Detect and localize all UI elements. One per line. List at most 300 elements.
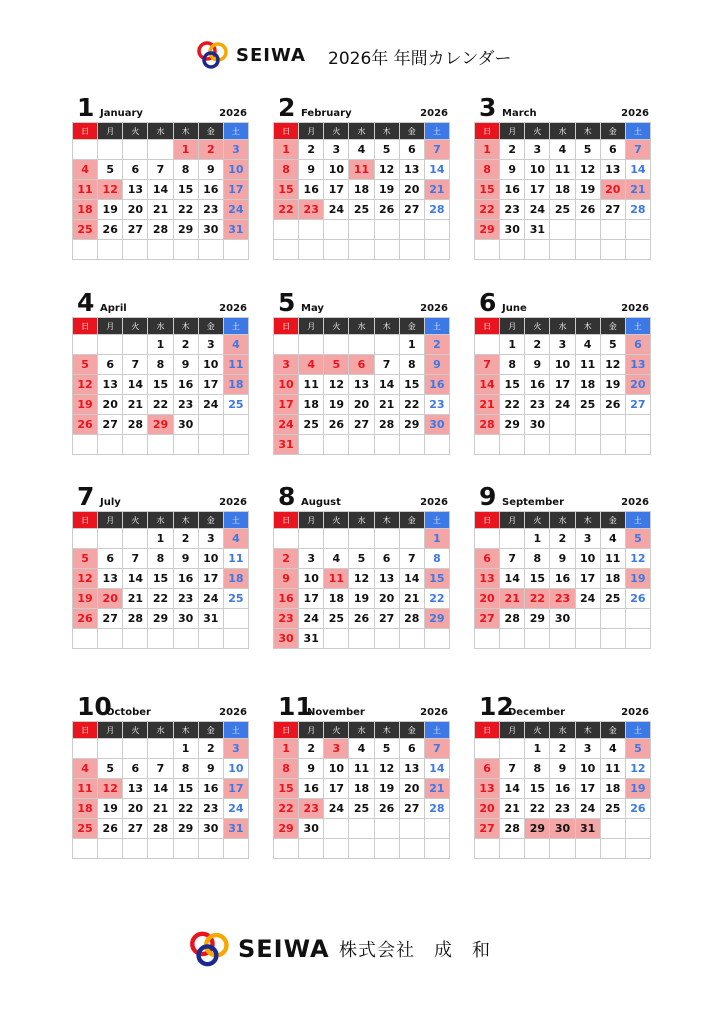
empty-cell bbox=[399, 819, 424, 839]
month-name: November bbox=[307, 707, 365, 718]
month-name: February bbox=[301, 108, 352, 119]
empty-cell bbox=[123, 335, 148, 355]
day-cell: 13 bbox=[600, 160, 625, 180]
day-cell: 6 bbox=[399, 140, 424, 160]
day-cell: 8 bbox=[148, 549, 173, 569]
day-cell: 19 bbox=[625, 779, 650, 799]
day-cell: 9 bbox=[525, 355, 550, 375]
month-header bbox=[72, 283, 249, 317]
weekday-label: 土 bbox=[424, 512, 449, 529]
empty-cell bbox=[374, 240, 399, 260]
day-cell: 2 bbox=[500, 140, 525, 160]
empty-cell bbox=[500, 629, 525, 649]
week-row bbox=[274, 240, 450, 260]
weekday-label: 土 bbox=[223, 123, 248, 140]
day-cell: 2 bbox=[525, 335, 550, 355]
month-september bbox=[474, 477, 651, 649]
day-cell: 9 bbox=[173, 549, 198, 569]
weekday-label: 水 bbox=[349, 722, 374, 739]
day-cell: 3 bbox=[198, 529, 223, 549]
month-header bbox=[474, 283, 651, 317]
week-row bbox=[475, 200, 651, 220]
weekday-label: 土 bbox=[424, 318, 449, 335]
month-name: August bbox=[301, 497, 341, 508]
day-cell: 20 bbox=[123, 200, 148, 220]
day-cell: 14 bbox=[475, 375, 500, 395]
week-row bbox=[475, 759, 651, 779]
weekday-header-row bbox=[73, 512, 249, 529]
day-cell: 6 bbox=[625, 335, 650, 355]
month-may bbox=[273, 283, 450, 455]
day-cell: 28 bbox=[123, 415, 148, 435]
week-row bbox=[274, 819, 450, 839]
month-year: 2026 bbox=[621, 108, 649, 119]
day-cell: 13 bbox=[98, 375, 123, 395]
day-cell: 7 bbox=[500, 549, 525, 569]
empty-cell bbox=[625, 839, 650, 859]
week-row bbox=[274, 589, 450, 609]
company-name: 株式会社 成 和 bbox=[339, 940, 491, 961]
day-cell: 17 bbox=[575, 779, 600, 799]
day-cell: 17 bbox=[274, 395, 299, 415]
day-cell: 6 bbox=[475, 759, 500, 779]
empty-cell bbox=[550, 839, 575, 859]
day-cell: 27 bbox=[399, 200, 424, 220]
empty-cell bbox=[475, 435, 500, 455]
day-cell: 28 bbox=[500, 609, 525, 629]
seiwa-rings-icon bbox=[196, 40, 230, 70]
week-row bbox=[274, 629, 450, 649]
month-grid bbox=[72, 721, 249, 859]
day-cell: 17 bbox=[324, 180, 349, 200]
day-cell: 8 bbox=[475, 160, 500, 180]
empty-cell bbox=[550, 629, 575, 649]
day-cell: 6 bbox=[475, 549, 500, 569]
day-cell: 4 bbox=[223, 529, 248, 549]
day-cell: 17 bbox=[575, 569, 600, 589]
month-number: 10 bbox=[77, 692, 112, 721]
day-cell: 27 bbox=[475, 609, 500, 629]
empty-cell bbox=[98, 240, 123, 260]
empty-cell bbox=[424, 629, 449, 649]
day-cell: 31 bbox=[575, 819, 600, 839]
week-row bbox=[274, 549, 450, 569]
day-cell: 22 bbox=[173, 200, 198, 220]
month-number: 11 bbox=[278, 692, 313, 721]
day-cell: 26 bbox=[625, 799, 650, 819]
month-number: 9 bbox=[479, 482, 497, 511]
empty-cell bbox=[625, 609, 650, 629]
day-cell: 22 bbox=[274, 799, 299, 819]
empty-cell bbox=[324, 335, 349, 355]
day-cell: 25 bbox=[575, 395, 600, 415]
day-cell: 26 bbox=[73, 415, 98, 435]
week-row bbox=[475, 739, 651, 759]
empty-cell bbox=[600, 819, 625, 839]
week-row bbox=[475, 415, 651, 435]
empty-cell bbox=[223, 839, 248, 859]
day-cell: 2 bbox=[274, 549, 299, 569]
day-cell: 23 bbox=[299, 200, 324, 220]
empty-cell bbox=[198, 240, 223, 260]
day-cell: 19 bbox=[374, 779, 399, 799]
day-cell: 16 bbox=[550, 779, 575, 799]
day-cell: 4 bbox=[223, 335, 248, 355]
month-name: October bbox=[106, 707, 151, 718]
week-row bbox=[73, 355, 249, 375]
empty-cell bbox=[299, 529, 324, 549]
weekday-label: 木 bbox=[575, 318, 600, 335]
day-cell: 8 bbox=[173, 759, 198, 779]
day-cell: 13 bbox=[349, 375, 374, 395]
day-cell: 4 bbox=[349, 140, 374, 160]
day-cell: 19 bbox=[625, 569, 650, 589]
empty-cell bbox=[550, 240, 575, 260]
day-cell: 22 bbox=[274, 200, 299, 220]
month-year: 2026 bbox=[219, 707, 247, 718]
week-row bbox=[475, 395, 651, 415]
week-row bbox=[475, 549, 651, 569]
day-cell: 28 bbox=[374, 415, 399, 435]
week-row bbox=[73, 220, 249, 240]
day-cell: 26 bbox=[73, 609, 98, 629]
day-cell: 25 bbox=[223, 395, 248, 415]
day-cell: 14 bbox=[148, 779, 173, 799]
weekday-label: 木 bbox=[374, 512, 399, 529]
month-number: 8 bbox=[278, 482, 296, 511]
day-cell: 29 bbox=[173, 819, 198, 839]
day-cell: 11 bbox=[600, 759, 625, 779]
day-cell: 10 bbox=[299, 569, 324, 589]
day-cell: 21 bbox=[424, 779, 449, 799]
day-cell: 17 bbox=[198, 569, 223, 589]
day-cell: 19 bbox=[349, 589, 374, 609]
day-cell: 17 bbox=[324, 779, 349, 799]
day-cell: 11 bbox=[223, 355, 248, 375]
empty-cell bbox=[349, 435, 374, 455]
day-cell: 21 bbox=[148, 200, 173, 220]
month-year: 2026 bbox=[621, 707, 649, 718]
month-number: 5 bbox=[278, 288, 296, 317]
day-cell: 15 bbox=[475, 180, 500, 200]
weekday-label: 火 bbox=[525, 123, 550, 140]
empty-cell bbox=[374, 335, 399, 355]
empty-cell bbox=[349, 220, 374, 240]
day-cell: 27 bbox=[123, 819, 148, 839]
day-cell: 26 bbox=[575, 200, 600, 220]
seiwa-logo bbox=[196, 40, 306, 70]
weekday-label: 日 bbox=[274, 123, 299, 140]
day-cell: 29 bbox=[173, 220, 198, 240]
day-cell: 16 bbox=[299, 779, 324, 799]
day-cell: 11 bbox=[575, 355, 600, 375]
day-cell: 16 bbox=[173, 569, 198, 589]
month-number: 1 bbox=[77, 93, 95, 122]
month-header bbox=[273, 687, 450, 721]
day-cell: 15 bbox=[274, 180, 299, 200]
day-cell: 18 bbox=[600, 569, 625, 589]
day-cell: 20 bbox=[399, 779, 424, 799]
day-cell: 18 bbox=[223, 375, 248, 395]
day-cell: 23 bbox=[424, 395, 449, 415]
empty-cell bbox=[399, 220, 424, 240]
week-row bbox=[73, 240, 249, 260]
empty-cell bbox=[374, 839, 399, 859]
empty-cell bbox=[349, 819, 374, 839]
day-cell: 9 bbox=[550, 759, 575, 779]
day-cell: 14 bbox=[424, 160, 449, 180]
day-cell: 30 bbox=[274, 629, 299, 649]
day-cell: 17 bbox=[223, 779, 248, 799]
week-row bbox=[475, 609, 651, 629]
day-cell: 26 bbox=[600, 395, 625, 415]
month-april bbox=[72, 283, 249, 455]
day-cell: 25 bbox=[600, 799, 625, 819]
day-cell: 1 bbox=[525, 739, 550, 759]
day-cell: 15 bbox=[173, 180, 198, 200]
month-march bbox=[474, 88, 651, 260]
empty-cell bbox=[123, 529, 148, 549]
week-row bbox=[475, 529, 651, 549]
day-cell: 27 bbox=[374, 609, 399, 629]
week-row bbox=[274, 160, 450, 180]
empty-cell bbox=[424, 240, 449, 260]
empty-cell bbox=[98, 629, 123, 649]
day-cell: 22 bbox=[399, 395, 424, 415]
empty-cell bbox=[625, 240, 650, 260]
week-row bbox=[274, 200, 450, 220]
day-cell: 1 bbox=[274, 739, 299, 759]
day-cell: 10 bbox=[324, 759, 349, 779]
day-cell: 5 bbox=[575, 140, 600, 160]
empty-cell bbox=[625, 435, 650, 455]
weekday-label: 火 bbox=[324, 512, 349, 529]
day-cell: 10 bbox=[198, 549, 223, 569]
day-cell: 12 bbox=[349, 569, 374, 589]
empty-cell bbox=[123, 435, 148, 455]
day-cell: 28 bbox=[424, 799, 449, 819]
weekday-label: 日 bbox=[274, 722, 299, 739]
empty-cell bbox=[500, 240, 525, 260]
week-row bbox=[274, 435, 450, 455]
empty-cell bbox=[500, 435, 525, 455]
day-cell: 25 bbox=[600, 589, 625, 609]
empty-cell bbox=[525, 839, 550, 859]
weekday-header-row bbox=[274, 318, 450, 335]
empty-cell bbox=[575, 629, 600, 649]
logo-text: SEIWA bbox=[236, 44, 306, 66]
month-header bbox=[72, 88, 249, 122]
day-cell: 9 bbox=[198, 759, 223, 779]
empty-cell bbox=[424, 220, 449, 240]
month-header bbox=[72, 687, 249, 721]
day-cell: 29 bbox=[148, 609, 173, 629]
day-cell: 30 bbox=[550, 819, 575, 839]
week-row bbox=[274, 415, 450, 435]
month-grid bbox=[273, 122, 450, 260]
empty-cell bbox=[600, 220, 625, 240]
day-cell: 21 bbox=[123, 395, 148, 415]
month-header bbox=[273, 88, 450, 122]
weekday-label: 金 bbox=[399, 722, 424, 739]
week-row bbox=[475, 629, 651, 649]
day-cell: 23 bbox=[198, 799, 223, 819]
day-cell: 11 bbox=[600, 549, 625, 569]
week-row bbox=[274, 220, 450, 240]
footer-seiwa-logo bbox=[188, 930, 330, 968]
empty-cell bbox=[148, 140, 173, 160]
day-cell: 5 bbox=[374, 739, 399, 759]
day-cell: 28 bbox=[475, 415, 500, 435]
month-header bbox=[273, 283, 450, 317]
month-july bbox=[72, 477, 249, 649]
day-cell: 31 bbox=[299, 629, 324, 649]
weekday-label: 火 bbox=[123, 722, 148, 739]
day-cell: 2 bbox=[424, 335, 449, 355]
empty-cell bbox=[123, 140, 148, 160]
day-cell: 27 bbox=[98, 609, 123, 629]
day-cell: 19 bbox=[374, 180, 399, 200]
weekday-label: 月 bbox=[98, 123, 123, 140]
day-cell: 5 bbox=[324, 355, 349, 375]
day-cell: 6 bbox=[98, 549, 123, 569]
month-grid bbox=[474, 317, 651, 455]
day-cell: 16 bbox=[424, 375, 449, 395]
day-cell: 30 bbox=[424, 415, 449, 435]
day-cell: 23 bbox=[274, 609, 299, 629]
month-year: 2026 bbox=[420, 497, 448, 508]
weekday-header-row bbox=[274, 722, 450, 739]
day-cell: 9 bbox=[173, 355, 198, 375]
month-number: 3 bbox=[479, 93, 497, 122]
day-cell: 14 bbox=[123, 569, 148, 589]
empty-cell bbox=[223, 609, 248, 629]
day-cell: 20 bbox=[399, 180, 424, 200]
day-cell: 3 bbox=[525, 140, 550, 160]
empty-cell bbox=[575, 609, 600, 629]
day-cell: 18 bbox=[324, 589, 349, 609]
day-cell: 20 bbox=[475, 589, 500, 609]
day-cell: 5 bbox=[98, 759, 123, 779]
month-number: 4 bbox=[77, 288, 95, 317]
empty-cell bbox=[500, 529, 525, 549]
day-cell: 31 bbox=[274, 435, 299, 455]
week-row bbox=[73, 739, 249, 759]
empty-cell bbox=[324, 435, 349, 455]
empty-cell bbox=[299, 839, 324, 859]
day-cell: 24 bbox=[198, 395, 223, 415]
day-cell: 7 bbox=[374, 355, 399, 375]
weekday-label: 金 bbox=[198, 722, 223, 739]
day-cell: 2 bbox=[198, 140, 223, 160]
day-cell: 24 bbox=[223, 200, 248, 220]
empty-cell bbox=[475, 739, 500, 759]
empty-cell bbox=[349, 335, 374, 355]
month-year: 2026 bbox=[219, 303, 247, 314]
day-cell: 1 bbox=[173, 739, 198, 759]
day-cell: 25 bbox=[349, 200, 374, 220]
weekday-label: 月 bbox=[299, 318, 324, 335]
week-row bbox=[475, 569, 651, 589]
day-cell: 25 bbox=[324, 609, 349, 629]
day-cell: 18 bbox=[550, 180, 575, 200]
day-cell: 7 bbox=[475, 355, 500, 375]
day-cell: 24 bbox=[575, 799, 600, 819]
day-cell: 14 bbox=[625, 160, 650, 180]
day-cell: 3 bbox=[575, 739, 600, 759]
month-grid bbox=[273, 511, 450, 649]
day-cell: 7 bbox=[148, 160, 173, 180]
empty-cell bbox=[575, 415, 600, 435]
day-cell: 8 bbox=[274, 160, 299, 180]
day-cell: 4 bbox=[299, 355, 324, 375]
weekday-header-row bbox=[73, 318, 249, 335]
month-grid bbox=[474, 721, 651, 859]
empty-cell bbox=[198, 435, 223, 455]
day-cell: 20 bbox=[123, 799, 148, 819]
week-row bbox=[73, 415, 249, 435]
month-number: 2 bbox=[278, 93, 296, 122]
week-row bbox=[274, 839, 450, 859]
week-row bbox=[274, 529, 450, 549]
day-cell: 7 bbox=[500, 759, 525, 779]
month-june bbox=[474, 283, 651, 455]
month-february bbox=[273, 88, 450, 260]
empty-cell bbox=[399, 629, 424, 649]
weekday-label: 日 bbox=[475, 123, 500, 140]
weekday-label: 金 bbox=[600, 123, 625, 140]
empty-cell bbox=[73, 335, 98, 355]
day-cell: 23 bbox=[525, 395, 550, 415]
empty-cell bbox=[198, 415, 223, 435]
month-name: July bbox=[100, 497, 121, 508]
day-cell: 29 bbox=[274, 819, 299, 839]
day-cell: 12 bbox=[575, 160, 600, 180]
day-cell: 29 bbox=[500, 415, 525, 435]
empty-cell bbox=[550, 220, 575, 240]
day-cell: 12 bbox=[600, 355, 625, 375]
week-row bbox=[73, 629, 249, 649]
weekday-label: 木 bbox=[173, 123, 198, 140]
empty-cell bbox=[424, 819, 449, 839]
week-row bbox=[73, 779, 249, 799]
day-cell: 21 bbox=[424, 180, 449, 200]
week-row bbox=[73, 549, 249, 569]
day-cell: 18 bbox=[73, 799, 98, 819]
day-cell: 3 bbox=[324, 140, 349, 160]
day-cell: 17 bbox=[550, 375, 575, 395]
day-cell: 14 bbox=[500, 779, 525, 799]
empty-cell bbox=[399, 435, 424, 455]
day-cell: 1 bbox=[525, 529, 550, 549]
weekday-label: 日 bbox=[475, 318, 500, 335]
week-row bbox=[274, 375, 450, 395]
day-cell: 9 bbox=[299, 160, 324, 180]
weekday-label: 水 bbox=[349, 512, 374, 529]
day-cell: 2 bbox=[198, 739, 223, 759]
week-row bbox=[274, 180, 450, 200]
empty-cell bbox=[173, 629, 198, 649]
day-cell: 19 bbox=[600, 375, 625, 395]
day-cell: 7 bbox=[399, 549, 424, 569]
day-cell: 8 bbox=[173, 160, 198, 180]
day-cell: 30 bbox=[500, 220, 525, 240]
day-cell: 24 bbox=[223, 799, 248, 819]
weekday-label: 土 bbox=[625, 318, 650, 335]
weekday-label: 火 bbox=[525, 722, 550, 739]
day-cell: 3 bbox=[550, 335, 575, 355]
day-cell: 9 bbox=[500, 160, 525, 180]
